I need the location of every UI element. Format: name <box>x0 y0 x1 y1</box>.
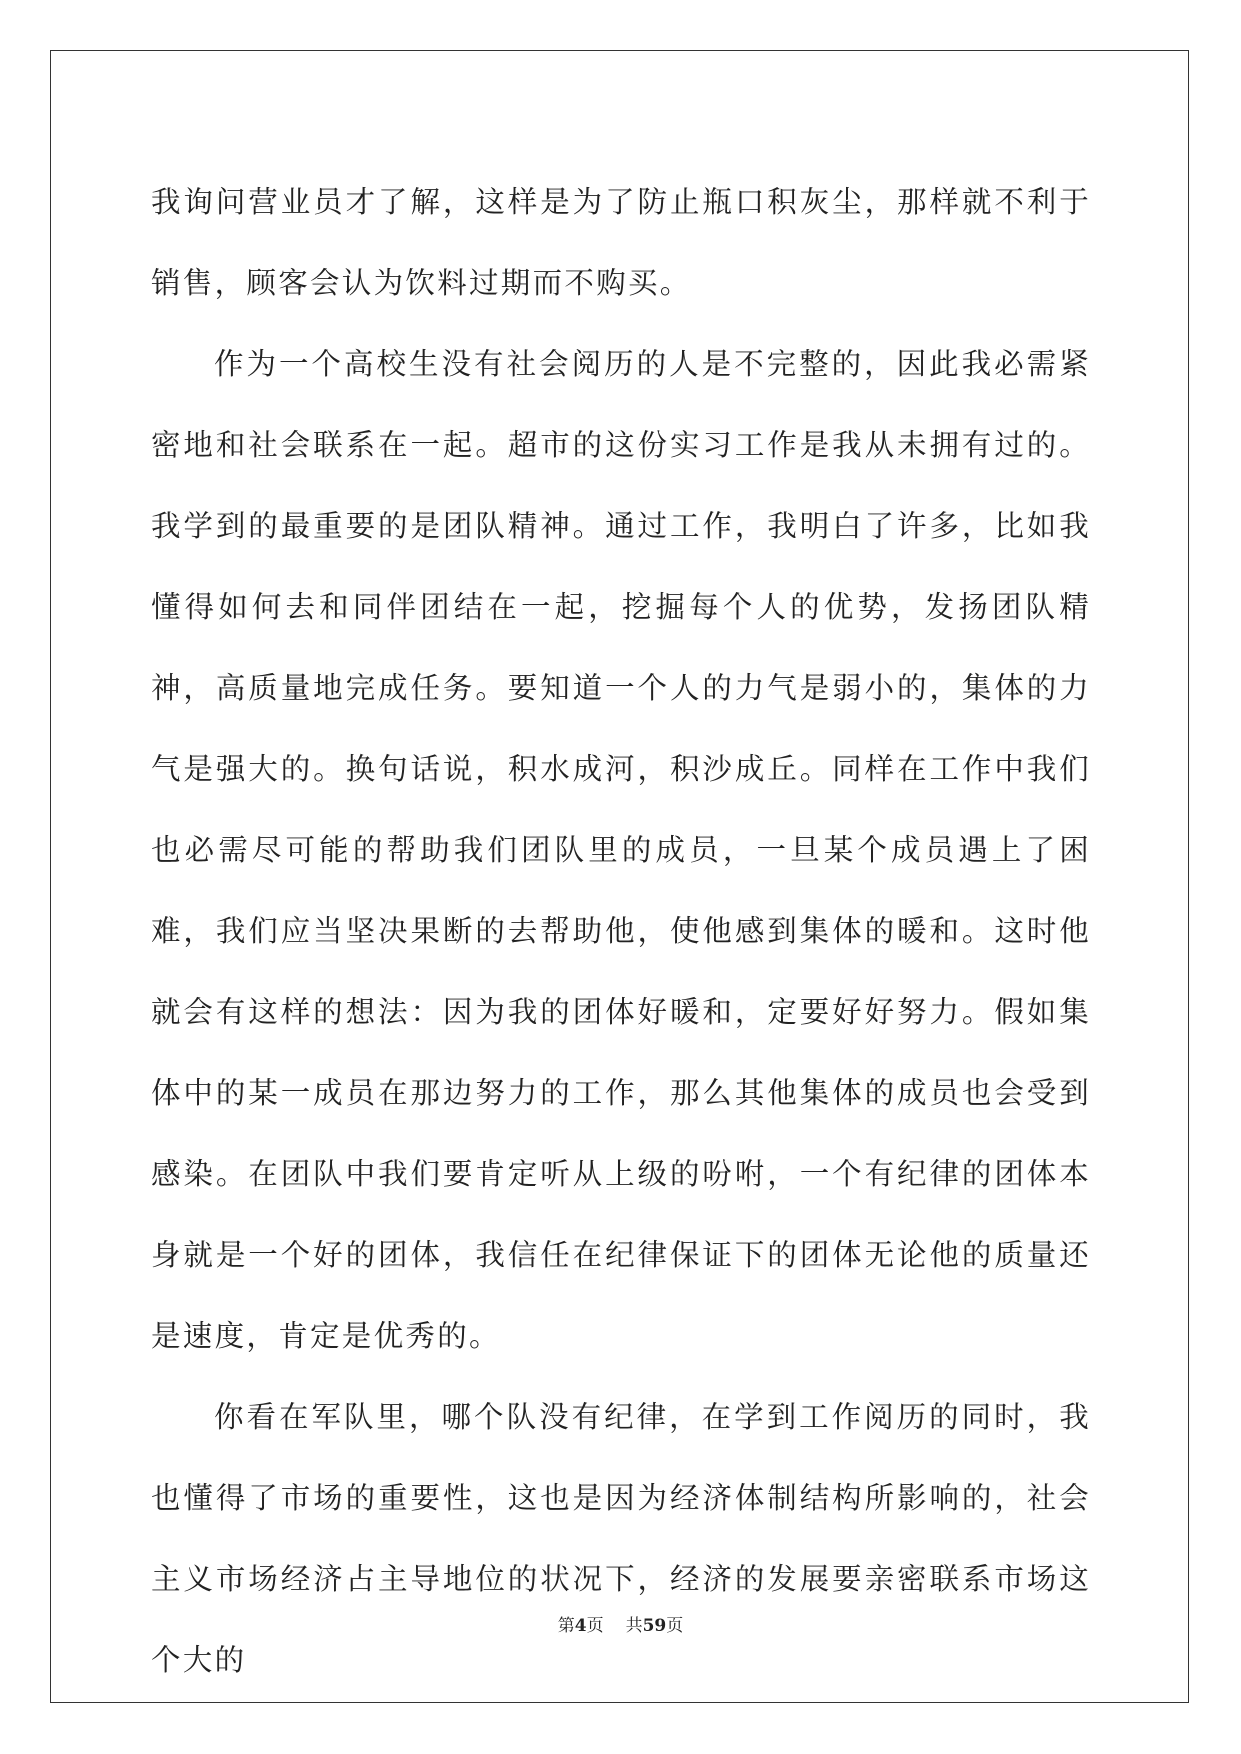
paragraph-2: 作为一个高校生没有社会阅历的人是不完整的，因此我必需紧密地和社会联系在一起。超市的这份实习工作是我从未拥有过的。我学到的最重要的是团队精神。通过工作，我明白了许多，比如我懂得如何去和同伴团结在一起，挖掘每个人的优势，发扬团队精神，高质量地完成任务。要知道一个人的力气是弱小的，集体的力气是强大的。换句话说，积水成河，积沙成丘。同样在工作中我们也必需尽可能的帮助我们团队里的成员，一旦某个成员遇上了困难，我们应当坚决果断的去帮助他，使他感到集体的暖和。这时他就会有这样的想法：因为我的团体好暖和，定要好好努力。假如集体中的某一成员在那边努力的工作，那么其他集体的成员也会受到感染。在团队中我们要肯定听从上级的吩咐，一个有纪律的团体本身就是一个好的团体，我信任在纪律保证下的团体无论他的质量还是速度，肯定是优秀的。 <box>151 347 1091 1353</box>
paragraph-3: 你看在军队里，哪个队没有纪律，在学到工作阅历的同时，我也懂得了市场的重要性，这也是因为经济体制结构所影响的，社会主义市场经济占主导地位的状况下，经济的发展要亲密联系市场这个大的 <box>151 1400 1091 1677</box>
total-page-number: 59 <box>642 1616 667 1636</box>
page-suffix: 页 <box>586 1616 604 1636</box>
current-page-number: 4 <box>574 1616 587 1636</box>
total-pages-label <box>626 1616 684 1636</box>
page-footer <box>0 1611 1241 1636</box>
document-body <box>151 162 1091 1701</box>
total-suffix: 页 <box>666 1616 684 1636</box>
paragraph-1: 我询问营业员才了解，这样是为了防止瓶口积灰尘，那样就不利于销售，顾客会认为饮料过期而不购买。 <box>151 185 1091 300</box>
page-number-label <box>558 1616 604 1636</box>
page-prefix: 第 <box>557 1616 575 1636</box>
total-prefix: 共 <box>625 1616 643 1636</box>
